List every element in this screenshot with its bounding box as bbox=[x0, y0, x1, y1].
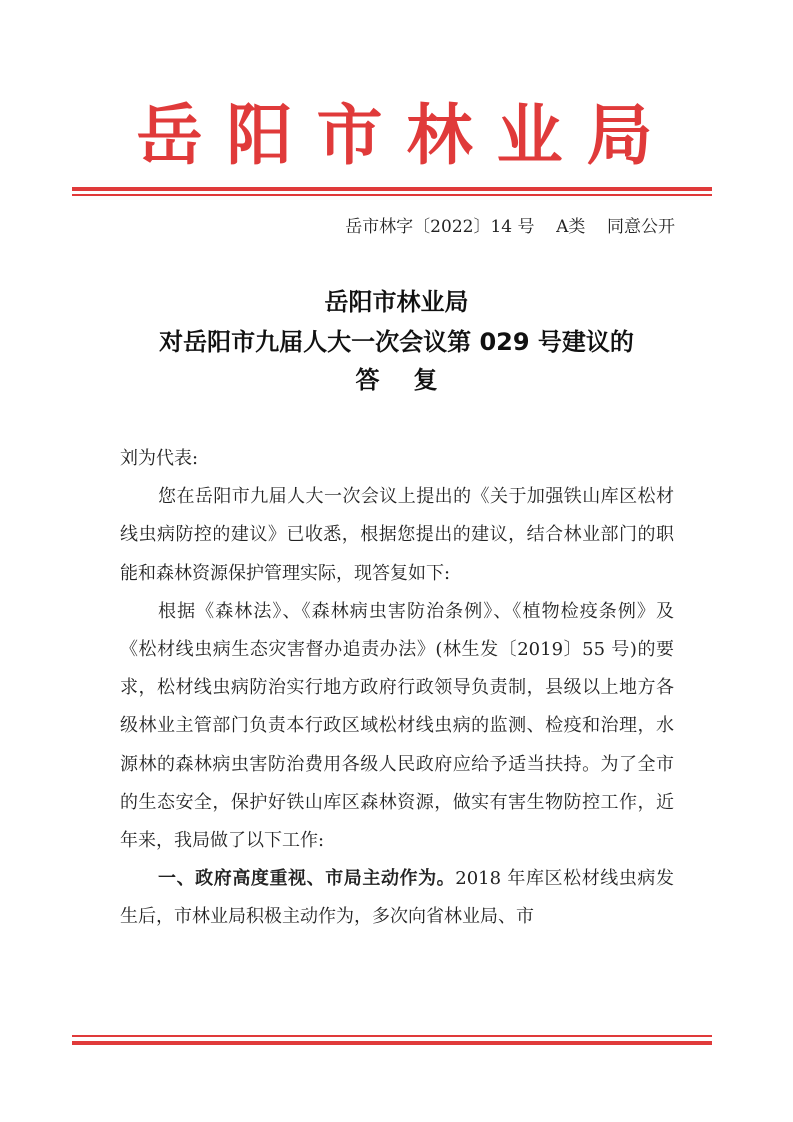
document-body bbox=[120, 440, 674, 937]
document-number: 岳市林字〔2022〕14 号 A类 同意公开 bbox=[345, 217, 675, 237]
title-line-1: 岳阳市林业局 bbox=[324, 288, 469, 316]
footer-rule-thin bbox=[72, 1035, 712, 1037]
section-1-text: 2018 年库区松材线虫病发生后，市林业局积极主动作为，多次向省林业局、市 bbox=[120, 868, 675, 928]
letterhead-rule-thin bbox=[72, 194, 712, 196]
footer-rule-thick bbox=[72, 1041, 712, 1045]
salutation: 刘为代表: bbox=[120, 448, 199, 469]
section-1-heading: 一、政府高度重视、市局主动作为。 bbox=[158, 868, 456, 890]
paragraph-1: 您在岳阳市九届人大一次会议上提出的《关于加强铁山库区松材线虫病防控的建议》已收悉，根据您提出的建议，结合林业部门的职能和森林资源保护管理实际，现答复如下: bbox=[120, 486, 674, 584]
paragraph-3 bbox=[120, 860, 674, 936]
title-line-3: 答复 bbox=[355, 366, 472, 394]
title-line-2: 对岳阳市九届人大一次会议第 029 号建议的 bbox=[159, 328, 634, 356]
letterhead-rule-thick bbox=[72, 187, 712, 191]
agency-letterhead: 岳阳市林业局 bbox=[136, 96, 677, 174]
paragraph-2: 根据《森林法》、《森林病虫害防治条例》、《植物检疫条例》及《松材线虫病生态灾害督办追责办法》(林生发〔2019〕55 号)的要求，松材线虫病防治实行地方政府行政领导负责制，县级以上地方各级林业主管部门负责本行政区域松材线虫病的监测、检疫和治理，水源林的森林病虫害防治费用各级人民政府应给予适当扶持。为了全市的生态安全，保护好铁山库区森林资源，做实有害生物防控工作，近年来，我局做了以下工作: bbox=[120, 600, 674, 852]
